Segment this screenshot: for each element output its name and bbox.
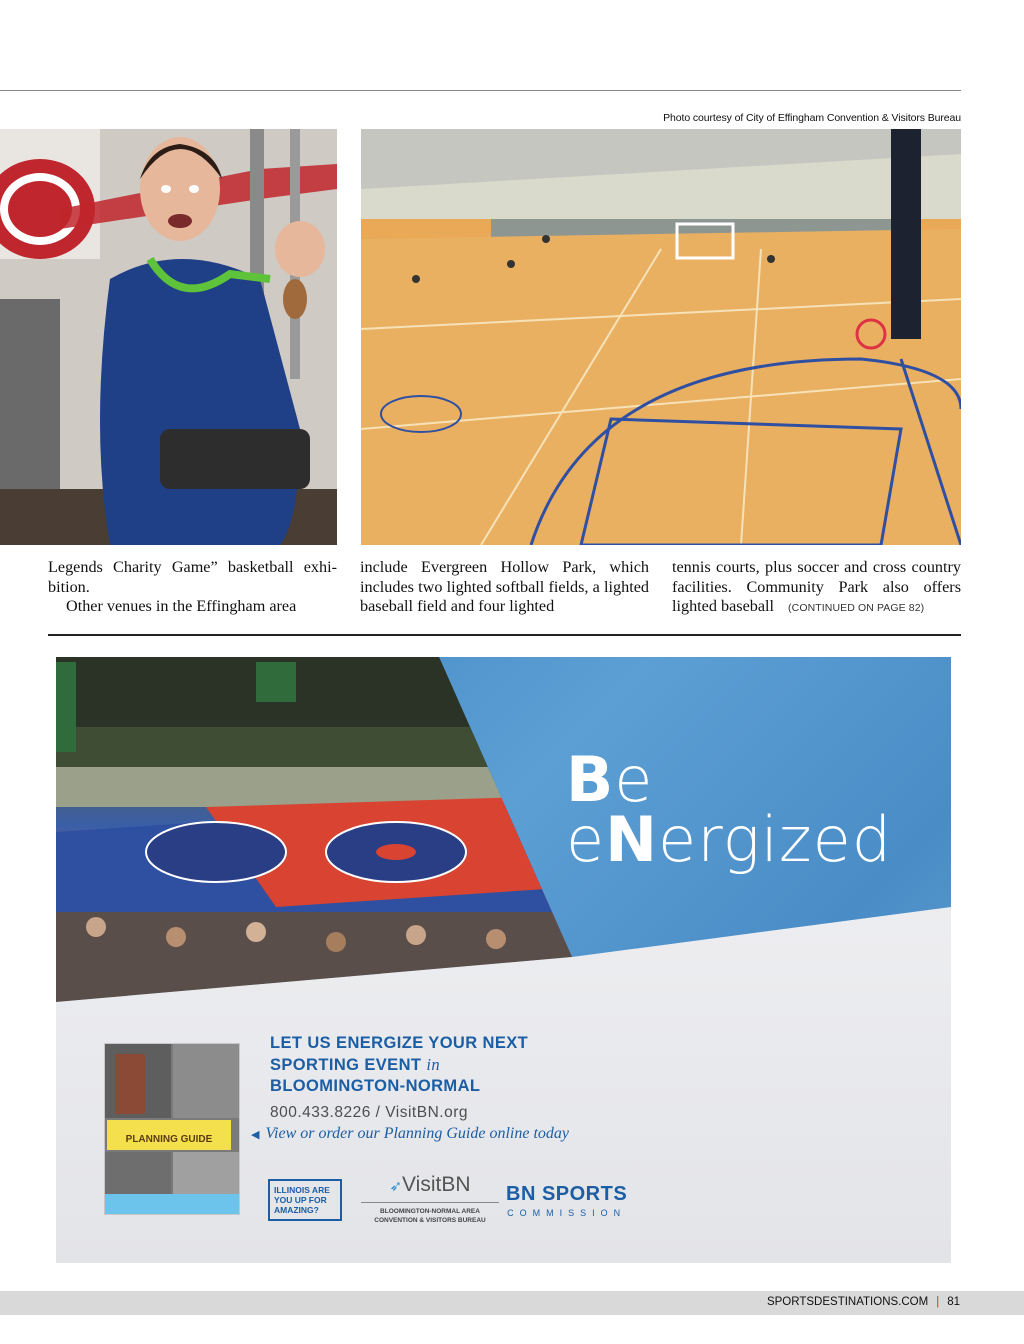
bnsports-subtitle: COMMISSION (507, 1208, 627, 1218)
footer (767, 1296, 960, 1308)
article-text-columns (48, 558, 961, 620)
gym-court-illustration (361, 129, 961, 545)
left-arrow-icon: ◀ (251, 1129, 260, 1141)
tagline-bold-b: B (566, 743, 615, 816)
gym-basketball-court-photo (361, 129, 961, 545)
bn-sports-commission-logo (506, 1183, 627, 1218)
headline-sporting-event: SPORTING EVENT (270, 1056, 422, 1074)
visitbn-subtitle-1: BLOOMINGTON-NORMAL AREA (380, 1208, 480, 1215)
footer-site[interactable]: SPORTSDESTINATIONS.COM (766, 1296, 929, 1308)
tagline-line-1 (566, 743, 892, 816)
column-3-paragraph (672, 558, 961, 619)
bloomington-normal-advertisement[interactable] (56, 657, 951, 1263)
bird-icon: ➶ (389, 1178, 403, 1195)
weightlifter-illustration (0, 129, 337, 545)
planning-guide-footer (105, 1194, 239, 1214)
column-1-paragraph-1: Legends Charity Game” basketball exhi-bition. (48, 558, 337, 596)
ad-online-text: View or order our Planning Guide online today (265, 1125, 569, 1142)
column-1-paragraph-2: Other venues in the Effingham area (66, 597, 297, 615)
photo-credit: Photo courtesy of City of Effingham Convention & Visitors Bureau (663, 112, 961, 124)
planning-guide-photos (105, 1044, 239, 1194)
ad-planning-guide-cta[interactable] (251, 1125, 569, 1143)
text-column-2 (360, 558, 649, 617)
mid-rule (48, 634, 961, 636)
tagline-pre: e (566, 803, 606, 876)
weightlifter-photo (0, 129, 337, 545)
text-column-1 (48, 558, 337, 617)
visitbn-name: VisitBN (402, 1173, 471, 1196)
tagline-line-2 (566, 803, 893, 876)
tagline-rest: ergized (658, 803, 893, 876)
headline-line-3: BLOOMINGTON-NORMAL (270, 1077, 481, 1095)
page-number: 81 (947, 1296, 960, 1308)
headline-in: in (426, 1055, 440, 1074)
visitbn-subtitle-2: CONVENTION & VISITORS BUREAU (374, 1217, 486, 1224)
planning-guide-cover[interactable] (104, 1043, 240, 1215)
headline-line-2 (270, 1054, 570, 1076)
column-2-paragraph: include Evergreen Hollow Park, which includes two lighted softball fields, a lighted baseball field and four lighted (360, 558, 649, 615)
tagline-bold-n: N (605, 803, 659, 876)
visitbn-name-row (361, 1173, 499, 1197)
headline-line-1: LET US ENERGIZE YOUR NEXT (270, 1034, 529, 1052)
footer-separator: | (936, 1296, 940, 1308)
bnsports-name: BN SPORTS (506, 1183, 628, 1205)
be-energized-tagline (566, 743, 893, 876)
ad-headline (270, 1033, 570, 1097)
continued-on-page-link[interactable]: (CONTINUED ON PAGE 82) (788, 602, 925, 614)
column-3-text: tennis courts, plus soccer and cross country facilities. Community Park also offers lighted baseball (672, 558, 961, 615)
tagline-e: e (614, 743, 654, 816)
visitbn-subtitle (361, 1202, 499, 1225)
illinois-logo: ILLINOIS ARE YOU UP FOR AMAZING? (268, 1179, 342, 1221)
ad-phone-and-url[interactable]: 800.433.8226 / VisitBN.org (270, 1104, 468, 1121)
text-column-3 (672, 558, 961, 619)
top-rule (0, 90, 961, 91)
visitbn-logo (361, 1173, 499, 1225)
planning-guide-label: PLANNING GUIDE (107, 1120, 231, 1150)
